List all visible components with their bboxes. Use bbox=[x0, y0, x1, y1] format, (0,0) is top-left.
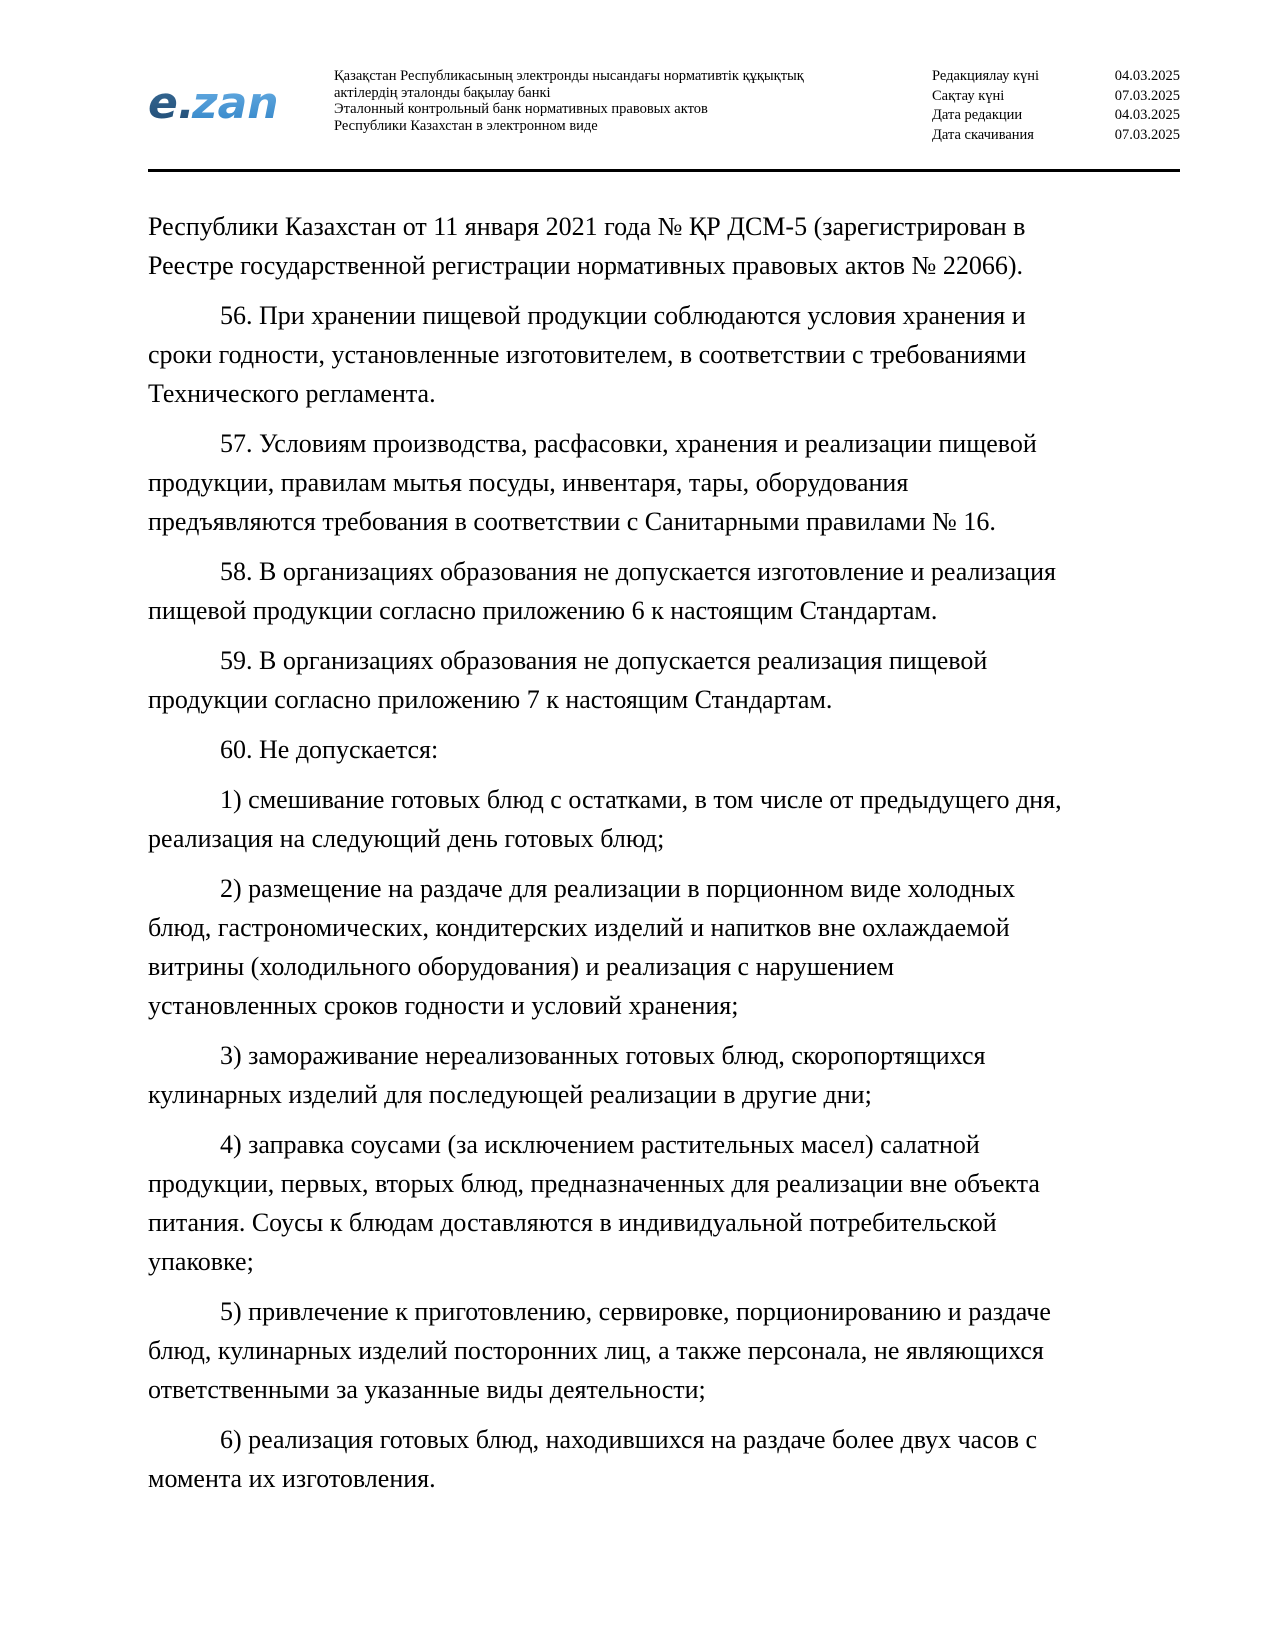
paragraph bbox=[148, 780, 1180, 858]
text-line: 3) замораживание нереализованных готовых блюд, скоропортящихся bbox=[220, 1041, 986, 1070]
meta-row bbox=[932, 87, 1180, 107]
meta-row bbox=[932, 126, 1180, 146]
text-line: 58. В организациях образования не допускается изготовление и реализация bbox=[220, 557, 1056, 586]
text-line: упаковке; bbox=[148, 1247, 254, 1276]
text-line: Республики Казахстан от 11 января 2021 года № ҚР ДСМ-5 (зарегистрирован в bbox=[148, 212, 1026, 241]
text-line: продукции согласно приложению 7 к настоящим Стандартам. bbox=[148, 685, 833, 714]
text-line: питания. Соусы к блюдам доставляются в индивидуальной потребительской bbox=[148, 1208, 997, 1237]
text-line: предъявляются требования в соответствии с Санитарными правилами № 16. bbox=[148, 507, 996, 536]
document-body bbox=[148, 207, 1180, 1509]
paragraph bbox=[148, 424, 1180, 541]
paragraph bbox=[148, 641, 1180, 719]
meta-label: Дата редакции bbox=[932, 107, 1023, 123]
text-line: сроки годности, установленные изготовителем, в соответствии с требованиями bbox=[148, 340, 1027, 369]
text-line: 57. Условиям производства, расфасовки, хранения и реализации пищевой bbox=[220, 429, 1037, 458]
text-line: 1) смешивание готовых блюд с остатками, в том числе от предыдущего дня, bbox=[220, 785, 1062, 814]
text-line: продукции, первых, вторых блюд, предназначенных для реализации вне объекта bbox=[148, 1169, 1040, 1198]
text-line: витрины (холодильного оборудования) и реализация с нарушением bbox=[148, 952, 895, 981]
meta-row bbox=[932, 67, 1180, 87]
text-line: кулинарных изделий для последующей реализации в другие дни; bbox=[148, 1080, 872, 1109]
text-line: 6) реализация готовых блюд, находившихся на раздаче более двух часов с bbox=[220, 1425, 1038, 1454]
meta-value: 07.03.2025 bbox=[1114, 87, 1180, 104]
issuer-line: актілердің эталонды бақылау банкі bbox=[334, 84, 551, 101]
text-line: 4) заправка соусами (за исключением растительных масел) салатной bbox=[220, 1130, 980, 1159]
ezan-logo-icon bbox=[148, 78, 298, 128]
text-line: 56. При хранении пищевой продукции соблюдаются условия хранения и bbox=[220, 301, 1026, 330]
meta-label: Сақтау күні bbox=[932, 87, 1005, 104]
meta-value: 07.03.2025 bbox=[1114, 126, 1180, 143]
issuer-line: Эталонный контрольный банк нормативных правовых актов bbox=[334, 101, 708, 117]
meta-row bbox=[932, 106, 1180, 126]
paragraph bbox=[148, 552, 1180, 630]
text-line: установленных сроков годности и условий хранения; bbox=[148, 991, 739, 1020]
paragraph bbox=[148, 207, 1180, 285]
text-line: продукции, правилам мытья посуды, инвентаря, тары, оборудования bbox=[148, 468, 909, 497]
meta-label: Дата скачивания bbox=[932, 126, 1034, 143]
text-line: 59. В организациях образования не допускается реализация пищевой bbox=[220, 646, 988, 675]
paragraph bbox=[148, 730, 1180, 769]
meta-value: 04.03.2025 bbox=[1114, 107, 1180, 123]
date-metadata bbox=[932, 67, 1180, 145]
meta-label: Редакциялау күні bbox=[932, 68, 1040, 84]
svg-text:zan: zan bbox=[192, 78, 279, 128]
text-line: реализация на следующий день готовых блюд; bbox=[148, 824, 665, 853]
svg-text:e.: e. bbox=[148, 78, 195, 128]
text-line: блюд, кулинарных изделий посторонних лиц, а также персонала, не являющихся bbox=[148, 1336, 1044, 1365]
paragraph bbox=[148, 1125, 1180, 1281]
issuer-line: Қазақстан Республикасының электронды нысандағы нормативтік құқықтық bbox=[334, 68, 804, 84]
ezan-logo bbox=[148, 78, 298, 128]
document-header bbox=[148, 66, 1180, 170]
text-line: пищевой продукции согласно приложению 6 к настоящим Стандартам. bbox=[148, 596, 938, 625]
text-line: ответственными за указанные виды деятельности; bbox=[148, 1375, 706, 1404]
header-divider bbox=[148, 169, 1180, 172]
text-line: Реестре государственной регистрации нормативных правовых актов № 22066). bbox=[148, 251, 1024, 280]
issuer-block bbox=[334, 68, 894, 134]
text-line: 5) привлечение к приготовлению, сервировке, порционированию и раздаче bbox=[220, 1297, 1051, 1326]
text-line: 2) размещение на раздаче для реализации в порционном виде холодных bbox=[220, 874, 1016, 903]
text-line: момента их изготовления. bbox=[148, 1464, 436, 1493]
paragraph bbox=[148, 296, 1180, 413]
text-line: Технического регламента. bbox=[148, 379, 436, 408]
paragraph bbox=[148, 1036, 1180, 1114]
text-line: 60. Не допускается: bbox=[220, 735, 439, 764]
paragraph bbox=[148, 1292, 1180, 1409]
paragraph bbox=[148, 869, 1180, 1025]
issuer-line: Республики Казахстан в электронном виде bbox=[334, 117, 598, 134]
paragraph bbox=[148, 1420, 1180, 1498]
text-line: блюд, гастрономических, кондитерских изделий и напитков вне охлаждаемой bbox=[148, 913, 1010, 942]
meta-value: 04.03.2025 bbox=[1114, 68, 1180, 84]
